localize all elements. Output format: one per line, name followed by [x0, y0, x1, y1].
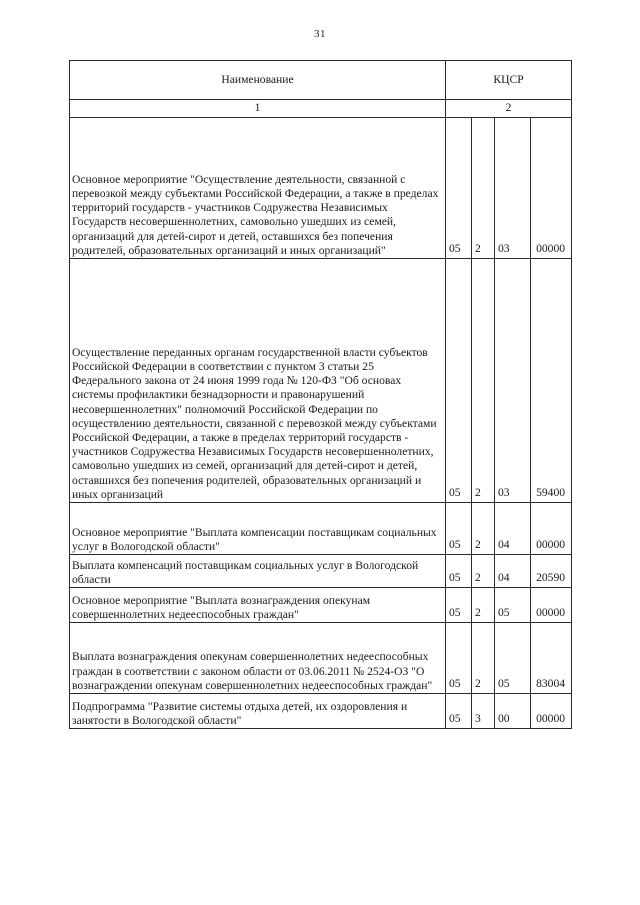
code-part-3: 00: [495, 694, 531, 729]
header-name: Наименование: [70, 61, 446, 100]
table-row: [70, 259, 572, 503]
row-name: Подпрограмма "Развитие системы отдыха детей, их оздоровления и занятости в Вологодской области": [70, 694, 446, 729]
code-part-2: 3: [472, 694, 495, 729]
code-part-3: 04: [495, 555, 531, 588]
budget-classification-table: [69, 60, 572, 729]
code-part-4: 83004: [531, 623, 572, 694]
code-part-3: 03: [495, 259, 531, 503]
code-part-4: 00000: [531, 503, 572, 555]
code-part-4: 00000: [531, 694, 572, 729]
code-part-1: 05: [446, 503, 472, 555]
code-part-3: 05: [495, 588, 531, 623]
code-part-1: 05: [446, 588, 472, 623]
code-part-4: 20590: [531, 555, 572, 588]
table-row: [70, 623, 572, 694]
code-part-4: 00000: [531, 588, 572, 623]
row-name: Осуществление переданных органам государственной власти субъектов Российской Федерации в соответствии с пунктом 3 статьи 25 Федерального закона от 24 июня 1999 года № 120-ФЗ "Об основах системы профилактики безнадзорности и правонарушений несовершеннолетних" полномочий Российской Федерации по осуществлению деятельности, связанной с перевозкой между субъектами Российской Федерации, а также в пределах территорий государств - участников Содружества Независимых Государств несовершеннолетних, самовольно ушедших из семей, организаций для детей-сирот и детей, оставшихся без попечения родителей, образовательных организаций и иных организаций: [70, 259, 446, 503]
row-name: Основное мероприятие "Выплата компенсации поставщикам социальных услуг в Вологодской области": [70, 503, 446, 555]
code-part-2: 2: [472, 259, 495, 503]
column-number-code: 2: [446, 100, 572, 118]
code-part-4: 59400: [531, 259, 572, 503]
page-number: 31: [314, 28, 326, 40]
column-number-row: [70, 100, 572, 118]
table-row: [70, 503, 572, 555]
row-name: Основное мероприятие "Выплата вознаграждения опекунам совершеннолетних недееспособных граждан": [70, 588, 446, 623]
code-part-3: 05: [495, 623, 531, 694]
code-part-1: 05: [446, 694, 472, 729]
table-row: [70, 555, 572, 588]
code-part-1: 05: [446, 259, 472, 503]
row-name: Основное мероприятие "Осуществление деятельности, связанной с перевозкой между субъектами Российской Федерации, а также в пределах территорий государств - участников Содружества Независимых Государств несовершеннолетних, самовольно ушедших из семей, организаций для детей-сирот и детей, оставшихся без попечения родителей, образовательных организаций и иных организаций": [70, 118, 446, 259]
table-row: [70, 694, 572, 729]
code-part-3: 03: [495, 118, 531, 259]
table-header-row: [70, 61, 572, 100]
code-part-2: 2: [472, 588, 495, 623]
table-row: [70, 118, 572, 259]
code-part-2: 2: [472, 118, 495, 259]
row-name: Выплата вознаграждения опекунам совершеннолетних недееспособных граждан в соответствии с законом области от 03.06.2011 № 2524-ОЗ "О вознаграждении опекунам совершеннолетних недееспособных граждан": [70, 623, 446, 694]
column-number-name: 1: [70, 100, 446, 118]
code-part-1: 05: [446, 555, 472, 588]
code-part-2: 2: [472, 503, 495, 555]
code-part-4: 00000: [531, 118, 572, 259]
row-name: Выплата компенсаций поставщикам социальных услуг в Вологодской области: [70, 555, 446, 588]
code-part-3: 04: [495, 503, 531, 555]
header-code: КЦСР: [446, 61, 572, 100]
code-part-2: 2: [472, 623, 495, 694]
code-part-1: 05: [446, 118, 472, 259]
code-part-1: 05: [446, 623, 472, 694]
code-part-2: 2: [472, 555, 495, 588]
table-row: [70, 588, 572, 623]
